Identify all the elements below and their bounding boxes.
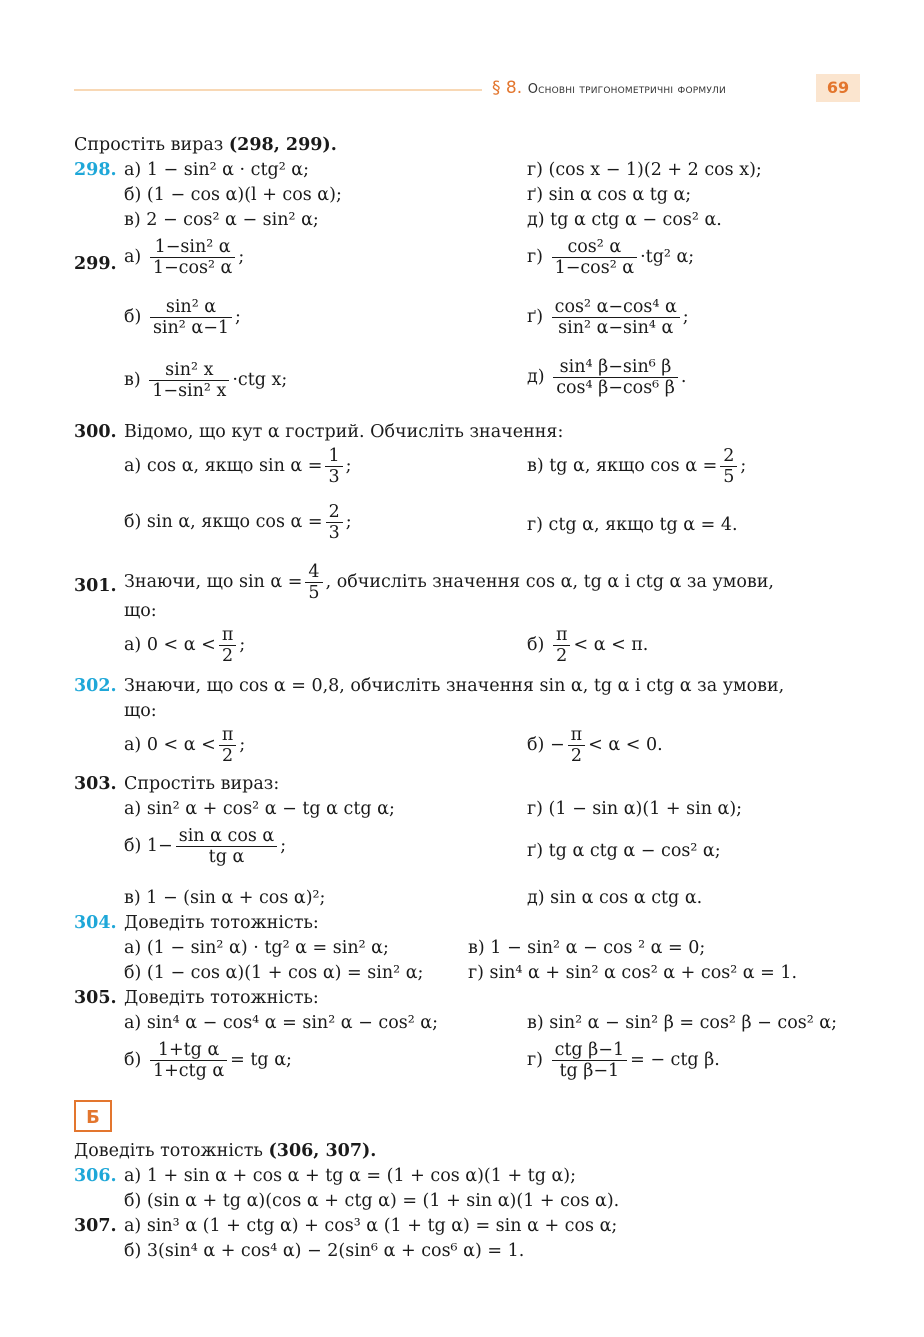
item-tail: ; (682, 307, 689, 328)
fraction (552, 237, 638, 278)
item-label: а) (124, 735, 142, 756)
ex298-item-v: в) 2 − cos² α − sin² α; (124, 210, 319, 230)
ex299-item-g (527, 237, 694, 278)
section-label: § 8. (492, 78, 523, 98)
numerator: 1−sin² α (150, 237, 236, 258)
ex300-item-g: г) ctg α, якщо tg α = 4. (527, 515, 738, 535)
exercise-298-number: 298. (74, 160, 117, 180)
item-tail: ; (238, 247, 245, 268)
ex300-item-a (124, 446, 352, 487)
numerator: 1 (325, 446, 342, 467)
ex303-item-v: в) 1 − (sin α + cos α)²; (124, 888, 326, 908)
ex300-item-b (124, 502, 352, 543)
ex298-item-g: г) (cos x − 1)(2 + 2 cos x); (527, 160, 762, 180)
item-tail: ; (239, 635, 246, 656)
fraction (176, 826, 278, 867)
item-text: − (549, 735, 565, 756)
item-label: а) (124, 247, 142, 268)
ex301-item-a (124, 625, 245, 666)
ex307-item-a: а) sin³ α (1 + ctg α) + cos³ α (1 + tg α) = sin α + cos α; (124, 1216, 618, 1236)
ex304-item-a: а) (1 − sin² α) · tg² α = sin² α; (124, 938, 389, 958)
ex298-item-b: б) (1 − cos α)(l + cos α); (124, 185, 342, 205)
ex298-item-d: д) tg α ctg α − cos² α. (527, 210, 722, 230)
item-label: а) (124, 635, 142, 656)
denominator: tg α (208, 847, 245, 868)
ex302-item-b (527, 725, 663, 766)
ex298-item-a: а) 1 − sin² α · ctg² α; (124, 160, 310, 180)
item-tail: = tg α; (230, 1050, 292, 1071)
item-text: б) 1− (124, 836, 173, 857)
ex304-item-b: б) (1 − cos α)(1 + cos α) = sin² α; (124, 963, 424, 983)
fraction (552, 297, 680, 338)
fraction (150, 297, 232, 338)
fraction (150, 1040, 227, 1081)
ex298-item-gg: ґ) sin α cos α tg α; (527, 185, 692, 205)
ex305-item-a: а) sin⁴ α − cos⁴ α = sin² α − cos² α; (124, 1013, 439, 1033)
ex299-item-d (527, 357, 686, 398)
exercise-307-number: 307. (74, 1216, 117, 1236)
ex302-item-a (124, 725, 245, 766)
denominator: 5 (308, 583, 320, 604)
item-tail: ; (239, 735, 246, 756)
instruction-298-299 (74, 134, 337, 156)
numerator: π (219, 725, 237, 746)
exercise-303-number: 303. (74, 774, 117, 794)
item-text: а) cos α, якщо sin α = (124, 456, 323, 477)
numerator: π (568, 725, 586, 746)
numerator: cos² α−cos⁴ α (552, 297, 680, 318)
fraction (149, 360, 229, 401)
exercise-300-number: 300. (74, 422, 117, 442)
denominator: 2 (556, 646, 568, 667)
fraction (553, 357, 678, 398)
item-label: ґ) (527, 307, 544, 328)
item-tail: ; (235, 307, 241, 328)
denominator: sin² α−sin⁴ α (558, 318, 674, 339)
numerator: sin⁴ β−sin⁶ β (553, 357, 678, 378)
numerator: 4 (305, 562, 322, 583)
item-tail: ; (280, 836, 287, 857)
item-label: г) (527, 247, 543, 268)
fraction (219, 625, 237, 666)
item-label: г) (527, 1050, 543, 1071)
denominator: 2 (570, 746, 582, 767)
ex306-item-b: б) (sin α + tg α)(cos α + ctg α) = (1 + sin α)(1 + cos α). (124, 1191, 620, 1211)
denominator: 3 (328, 523, 340, 544)
ex301-statement (124, 562, 774, 603)
numerator: ctg β−1 (552, 1040, 628, 1061)
ex303-item-b (124, 826, 286, 867)
statement-text: Знаючи, що sin α = (124, 572, 303, 593)
item-label: д) (527, 367, 545, 388)
ex299-item-b (124, 297, 241, 338)
fraction (720, 446, 737, 487)
item-label: б) (527, 735, 545, 756)
fraction (568, 725, 586, 766)
fraction (326, 502, 343, 543)
ex306-item-a: а) 1 + sin α + cos α + tg α = (1 + cos α)(1 + tg α); (124, 1166, 577, 1186)
ex303-item-d: д) sin α cos α ctg α. (527, 888, 703, 908)
page-header (74, 74, 860, 104)
ex303-item-gg: ґ) tg α ctg α − cos² α; (527, 841, 721, 861)
ex304-item-g: г) sin⁴ α + sin² α cos² α + cos² α = 1. (468, 963, 798, 983)
item-tail: ·tg² α; (640, 247, 695, 268)
ex303-item-a: а) sin² α + cos² α − tg α ctg α; (124, 799, 395, 819)
item-tail: < α < π. (573, 635, 649, 656)
instruction-range: (306, 307). (268, 1141, 377, 1161)
item-label: б) (527, 635, 545, 656)
fraction (552, 1040, 628, 1081)
item-tail: ; (345, 456, 352, 477)
denominator: tg β−1 (559, 1061, 620, 1082)
numerator: sin² α (150, 297, 232, 318)
fraction (553, 625, 571, 666)
section-name: Основні тригонометричні формули (527, 82, 726, 97)
exercise-306-number: 306. (74, 1166, 117, 1186)
ex303-statement: Спростіть вираз: (124, 774, 280, 794)
exercise-302-number: 302. (74, 676, 117, 696)
instruction-range: (298, 299). (228, 135, 337, 155)
numerator: sin α cos α (176, 826, 278, 847)
instruction-306-307 (74, 1140, 376, 1162)
ex299-item-v (124, 360, 287, 401)
numerator: 1+tg α (150, 1040, 227, 1061)
level-b-badge: Б (74, 1100, 112, 1132)
numerator: 2 (326, 502, 343, 523)
ex299-item-a (124, 237, 244, 278)
ex305-item-v: в) sin² α − sin² β = cos² β − cos² α; (527, 1013, 838, 1033)
fraction (150, 237, 236, 278)
fraction (219, 725, 237, 766)
item-text: б) sin α, якщо cos α = (124, 512, 323, 533)
item-text: в) tg α, якщо cos α = (527, 456, 718, 477)
exercise-305-number: 305. (74, 988, 117, 1008)
ex301-statement-cont: що: (124, 601, 157, 621)
ex305-statement: Доведіть тотожність: (124, 988, 319, 1008)
instruction-text: Спростіть вираз (74, 135, 229, 155)
item-tail: ; (345, 512, 352, 533)
ex299-item-gg (527, 297, 689, 338)
denominator: 1−sin² x (152, 381, 227, 402)
numerator: π (219, 625, 237, 646)
fraction (325, 446, 342, 487)
denominator: 1−cos² α (152, 258, 233, 279)
ex303-item-g: г) (1 − sin α)(1 + sin α); (527, 799, 743, 819)
numerator: 2 (720, 446, 737, 467)
item-label: б) (124, 307, 142, 328)
denominator: 5 (723, 467, 735, 488)
denominator: sin² α−1 (152, 318, 229, 339)
ex304-statement: Доведіть тотожність: (124, 913, 319, 933)
denominator: 2 (222, 646, 234, 667)
ex300-statement: Відомо, що кут α гострий. Обчисліть значення: (124, 422, 564, 442)
ex305-item-b (124, 1040, 292, 1081)
denominator: 2 (222, 746, 234, 767)
item-label: в) (124, 370, 141, 391)
denominator: 3 (328, 467, 340, 488)
item-label: б) (124, 1050, 142, 1071)
denominator: 1+ctg α (152, 1061, 225, 1082)
ex302-statement: Знаючи, що cos α = 0,8, обчисліть значення sin α, tg α і ctg α за умови, (124, 676, 785, 696)
numerator: sin² x (149, 360, 229, 381)
ex304-item-v: в) 1 − sin² α − cos ² α = 0; (468, 938, 706, 958)
ex301-item-b (527, 625, 648, 666)
exercise-299-number: 299. (74, 254, 117, 274)
header-rule (74, 89, 482, 91)
item-text: 0 < α < (146, 735, 216, 756)
page-number: 69 (816, 74, 860, 102)
exercise-304-number: 304. (74, 913, 117, 933)
item-tail: = − ctg β. (630, 1050, 720, 1071)
item-tail: ; (740, 456, 747, 477)
section-title (492, 78, 726, 98)
ex305-item-g (527, 1040, 720, 1081)
item-tail: < α < 0. (588, 735, 663, 756)
statement-tail: , обчисліть значення cos α, tg α і ctg α за умови, (325, 572, 774, 593)
denominator: cos⁴ β−cos⁶ β (556, 378, 675, 399)
exercise-301-number: 301. (74, 576, 117, 596)
item-text: 0 < α < (146, 635, 216, 656)
item-tail: . (680, 367, 687, 388)
numerator: cos² α (552, 237, 638, 258)
item-tail: ·ctg x; (232, 370, 288, 391)
denominator: 1−cos² α (554, 258, 635, 279)
instruction-text: Доведіть тотожність (74, 1141, 269, 1161)
ex300-item-v (527, 446, 746, 487)
numerator: π (553, 625, 571, 646)
fraction (305, 562, 322, 603)
ex307-item-b: б) 3(sin⁴ α + cos⁴ α) − 2(sin⁶ α + cos⁶ α) = 1. (124, 1241, 525, 1261)
ex302-statement-cont: що: (124, 701, 157, 721)
